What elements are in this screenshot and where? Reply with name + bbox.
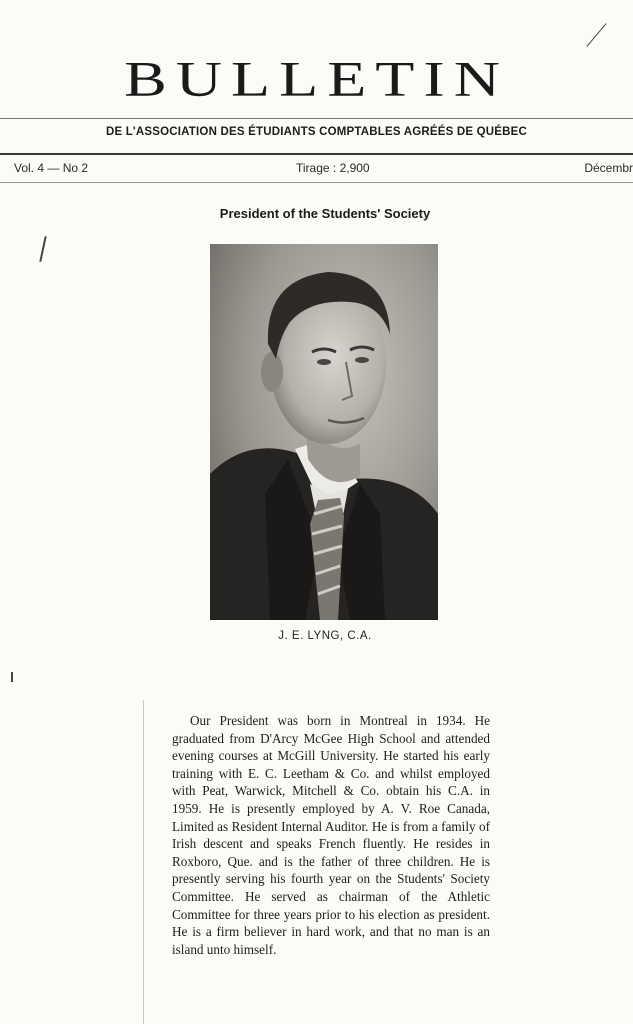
scan-mark <box>586 23 606 47</box>
scan-mark <box>39 236 46 262</box>
photo-caption: J. E. LYNG, C.A. <box>278 630 372 642</box>
issue-tirage: Tirage : 2,900 <box>296 161 370 175</box>
article-heading: President of the Students' Society <box>219 206 431 221</box>
masthead-title: BULLETIN <box>124 51 509 107</box>
info-divider <box>0 182 633 183</box>
president-portrait <box>210 244 438 620</box>
header-divider <box>0 153 633 155</box>
masthead-rule <box>0 118 633 119</box>
issue-volume: Vol. 4 — No 2 <box>14 161 89 175</box>
article-body: Our President was born in Montreal in 1934. He graduated from D'Arcy McGee High School and attended evening courses at McGill University. He started his early training with E. C. Leetham & Co. and whilst employed with Peat, Warwick, Mitchell & Co. obtain his C.A. in 1959. He is presently employed by A. V. Roe Canada, Limited as Resident Internal Auditor. He is from a family of Irish descent and speaks French fluently. He resides in Roxboro, Que. and is the father of three children. He is presently serving his fourth year on the Students' Society Committee. He served as chairman of the Athletic Committee for three years prior to his election as president. He is a firm believer in hard work, and that no man is an island unto himself. <box>172 713 490 957</box>
scan-mark <box>11 672 13 682</box>
column-rule <box>143 700 144 1024</box>
issue-date: Décembr <box>584 161 633 175</box>
masthead-subtitle: DE L'ASSOCIATION DES ÉTUDIANTS COMPTABLES AGRÉÉS DE QUÉBEC <box>105 126 528 138</box>
